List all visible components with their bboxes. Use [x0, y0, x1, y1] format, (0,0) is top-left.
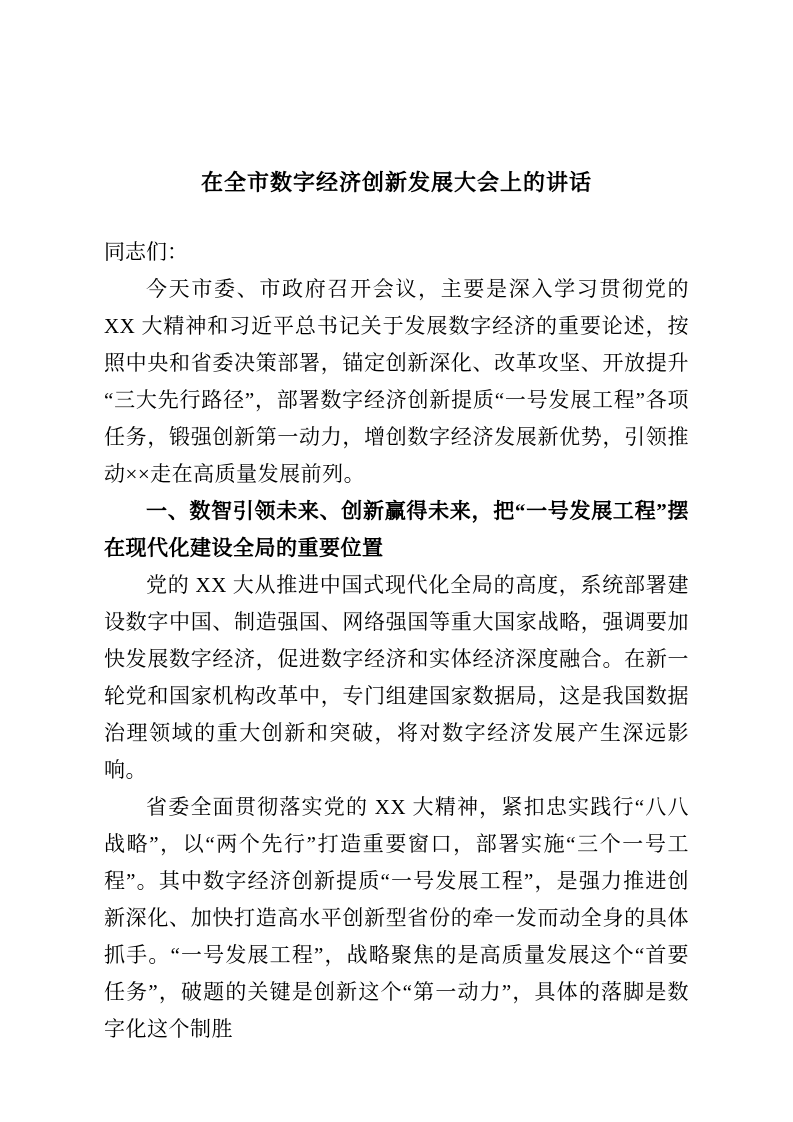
paragraph-opening: 今天市委、市政府召开会议，主要是深入学习贯彻党的 XX 大精神和习近平总书记关于发展数字经济的重要论述，按照中央和省委决策部署，锚定创新深化、改革攻坚、开放提升“三大先行路径”，部署数字经济创新提质“一号发展工程”各项任务，锻强创新第一动力，增创数字经济发展新优势，引领推动××走在高质量发展前列。 — [104, 277, 689, 486]
document-title: 在全市数字经济创新发展大会上的讲话 — [200, 170, 592, 195]
salutation: 同志们： — [104, 240, 188, 264]
paragraph-provincial-committee: 省委全面贯彻落实党的 XX 大精神，紧扣忠实践行“八八战略”，以“两个先行”打造重要窗口，部署实施“三个一号工程”。其中数字经济创新提质“一号发展工程”，是强力推进创新深化、加快打造高水平创新型省份的牵一发而动全身的具体抓手。“一号发展工程”，战略聚焦的是高质量发展这个“首要任务”，破题的关键是创新这个“第一动力”，具体的落脚是数字化这个制胜 — [104, 795, 689, 1041]
section-heading-1: 一、数智引领未来、创新赢得未来，把“一号发展工程”摆在现代化建设全局的重要位置 — [104, 499, 689, 560]
paragraph-party-congress: 党的 XX 大从推进中国式现代化全局的高度，系统部署建设数字中国、制造强国、网络强国等重大国家战略，强调要加快发展数字经济，促进数字经济和实体经济深度融合。在新一轮党和国家机构改革中，专门组建国家数据局，这是我国数据治理领域的重大创新和突破，将对数字经济发展产生深远影响。 — [104, 573, 689, 782]
